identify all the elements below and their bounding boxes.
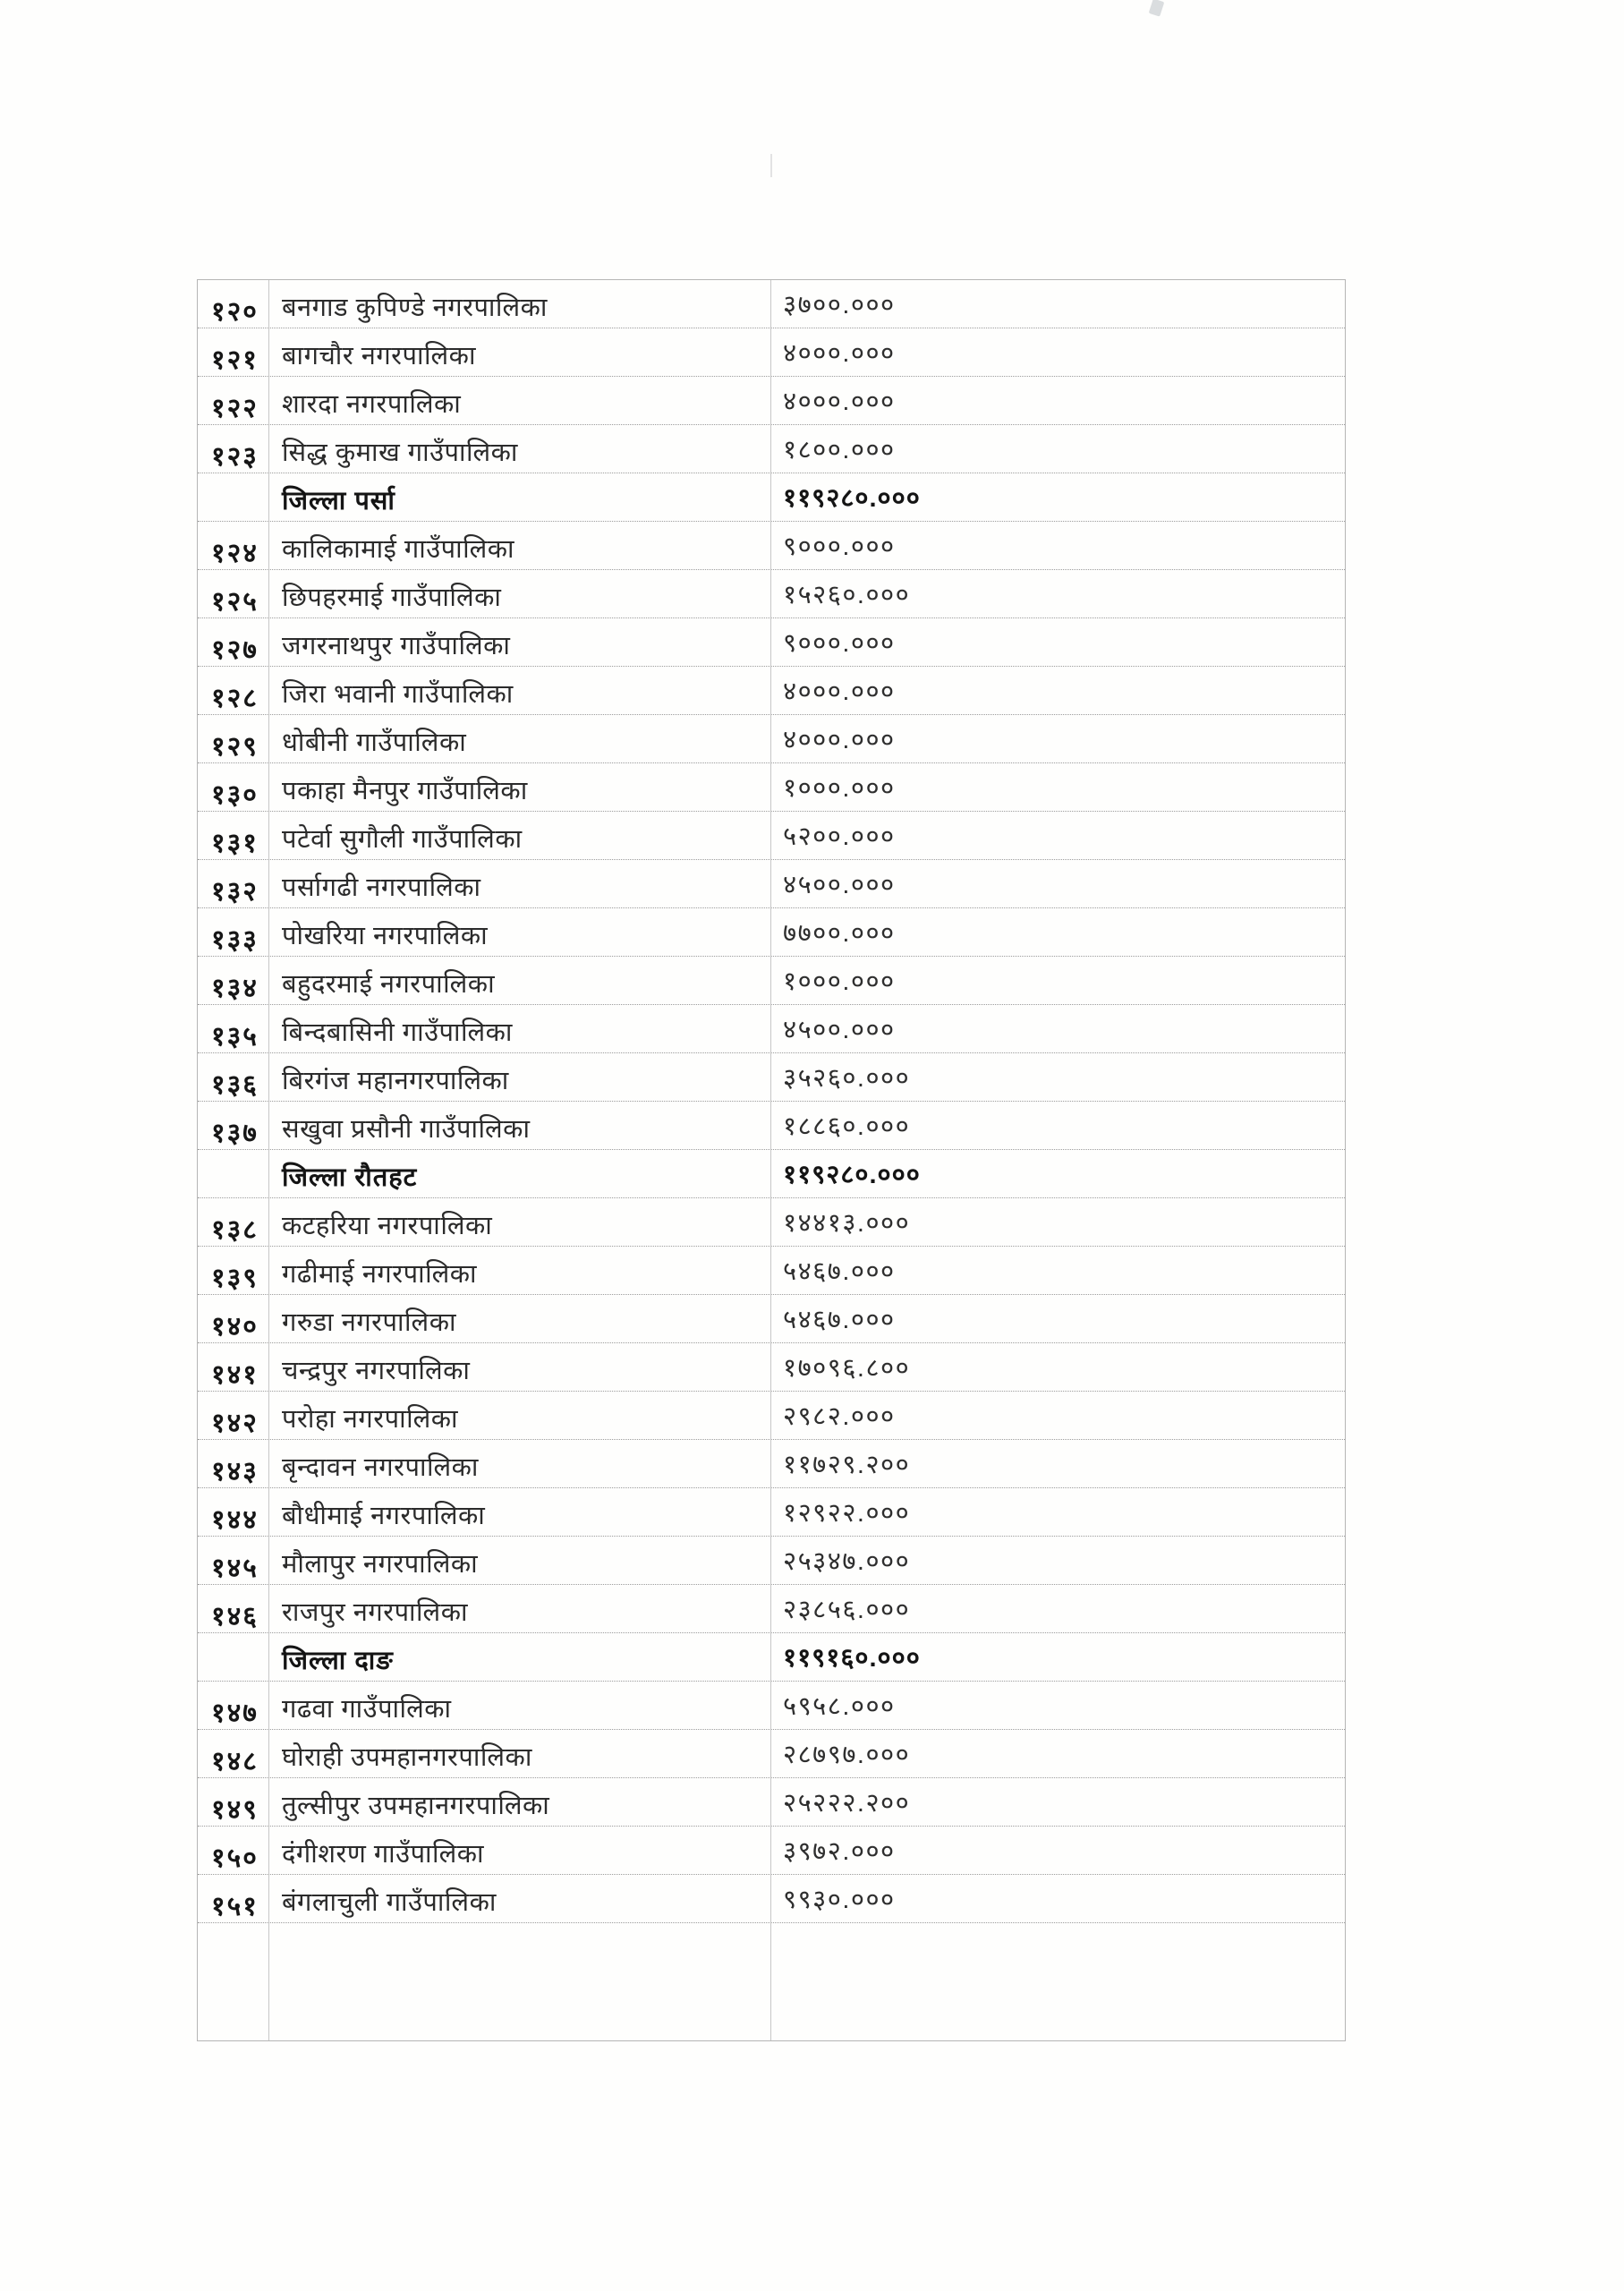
row-serial-number: १२९ [198,715,269,762]
table-row [198,1633,1345,1682]
municipality-name: गरुडा नगरपालिका [269,1295,771,1342]
table-row [198,280,1345,328]
allocation-amount: ५४६७.००० [783,1257,896,1286]
municipality-name: गढवा गाउँपालिका [269,1682,771,1729]
municipality-name: चन्द्रपुर नगरपालिका [269,1343,771,1391]
allocation-amount: २३८५६.००० [783,1596,911,1624]
municipality-name: बृन्दावन नगरपालिका [269,1440,771,1487]
allocation-amount: ३९७२.००० [783,1837,896,1866]
allocation-amount: ३७००.००० [783,291,896,319]
table-row [198,1923,1345,2040]
table-row [198,1150,1345,1198]
table-row [198,1005,1345,1053]
allocation-amount: २९८२.००० [783,1402,896,1431]
municipality-name: बनगाड कुपिण्डे नगरपालिका [269,280,771,328]
row-serial-number: १३० [198,763,269,811]
table-row [198,1295,1345,1343]
scan-artifact-line [770,154,772,177]
row-serial-number: १४८ [198,1730,269,1777]
row-serial-number: १३२ [198,860,269,907]
row-serial-number: १२१ [198,328,269,376]
table-row [198,1585,1345,1633]
row-serial-number: १४५ [198,1537,269,1584]
allocation-amount: ४०००.००० [783,677,896,706]
allocation-amount [771,1923,1345,2040]
row-serial-number: १४६ [198,1585,269,1632]
row-serial-number: १३९ [198,1247,269,1294]
allocation-amount: ९०००.००० [783,532,896,561]
municipality-name: पोखरिया नगरपालिका [269,908,771,956]
allocation-amount: २८७९७.००० [783,1741,911,1769]
allocation-amount: २५२२२.२०० [783,1789,911,1818]
municipality-name: सखुवा प्रसौनी गाउँपालिका [269,1102,771,1149]
municipality-name: बंगलाचुली गाउँपालिका [269,1875,771,1922]
municipality-name: बौधीमाई नगरपालिका [269,1488,771,1536]
table-row [198,1247,1345,1295]
row-serial-number: १२४ [198,522,269,569]
municipality-name: धोबीनी गाउँपालिका [269,715,771,762]
row-serial-number: १३५ [198,1005,269,1052]
allocation-amount: १५२६०.००० [783,581,911,609]
allocation-amount: ४५००.००० [783,871,896,899]
table-row [198,1198,1345,1247]
municipality-name: शारदा नगरपालिका [269,377,771,424]
table-row [198,763,1345,812]
row-serial-number: १४२ [198,1392,269,1439]
row-serial-number [198,1923,269,2040]
allocation-amount: ५९५८.००० [783,1692,896,1721]
row-serial-number [198,1150,269,1197]
row-serial-number: १४७ [198,1682,269,1729]
municipality-name: मौलापुर नगरपालिका [269,1537,771,1584]
allocation-amount: ५२००.००० [783,822,896,851]
municipality-name: बिन्दबासिनी गाउँपालिका [269,1005,771,1052]
municipality-name: दंगीशरण गाउँपालिका [269,1827,771,1874]
allocation-amount: १८००.००० [783,436,896,464]
row-serial-number: १३७ [198,1102,269,1149]
municipality-name: पकाहा मैनपुर गाउँपालिका [269,763,771,811]
table-row [198,908,1345,957]
table-row [198,1730,1345,1778]
row-serial-number: १२५ [198,570,269,617]
table-row [198,1343,1345,1392]
municipality-name: बहुदरमाई नगरपालिका [269,957,771,1004]
table-row [198,1827,1345,1875]
table-row [198,473,1345,522]
table-row [198,1102,1345,1150]
allocation-amount: १०००.००० [783,967,896,996]
allocation-amount: ५४६७.००० [783,1306,896,1334]
allocation-amount: ११९२८०.००० [783,1161,921,1189]
allocation-amount: ९०००.००० [783,629,896,658]
table-row [198,1053,1345,1102]
table-row [198,715,1345,763]
allocation-amount: १८८६०.००० [783,1112,911,1141]
table-row [198,860,1345,908]
row-serial-number [198,473,269,521]
allocation-amount: १०००.००० [783,774,896,803]
table-row [198,522,1345,570]
municipality-name: गढीमाई नगरपालिका [269,1247,771,1294]
row-serial-number: १४९ [198,1778,269,1826]
table-row [198,1682,1345,1730]
row-serial-number: १२८ [198,667,269,714]
allocation-amount: ४०००.००० [783,339,896,368]
municipality-name: परोहा नगरपालिका [269,1392,771,1439]
municipality-name: जगरनाथपुर गाउँपालिका [269,618,771,666]
row-serial-number: १३४ [198,957,269,1004]
district-total-label: जिल्ला दाङ [269,1633,771,1681]
row-serial-number: १४४ [198,1488,269,1536]
table-row [198,1778,1345,1827]
municipality-name: पटेर्वा सुगौली गाउँपालिका [269,812,771,859]
table-row [198,812,1345,860]
row-serial-number: १३६ [198,1053,269,1101]
row-serial-number: १५१ [198,1875,269,1922]
table-row [198,328,1345,377]
allocation-amount: ११९२८०.००० [783,484,921,513]
allocation-amount: ४०००.००० [783,726,896,754]
municipality-allocation-table [197,279,1346,2041]
table-row [198,1392,1345,1440]
row-serial-number: १३८ [198,1198,269,1246]
municipality-name: जिरा भवानी गाउँपालिका [269,667,771,714]
table-row [198,1875,1345,1923]
table-row [198,570,1345,618]
municipality-name [269,1923,771,2040]
row-serial-number: १२० [198,280,269,328]
municipality-name: बिरगंज महानगरपालिका [269,1053,771,1101]
table-row [198,377,1345,425]
table-row [198,618,1345,667]
municipality-name: बागचौर नगरपालिका [269,328,771,376]
municipality-name: घोराही उपमहानगरपालिका [269,1730,771,1777]
table-row [198,1440,1345,1488]
municipality-name: तुल्सीपुर उपमहानगरपालिका [269,1778,771,1826]
row-serial-number: १३१ [198,812,269,859]
row-serial-number: १३३ [198,908,269,956]
municipality-name: कालिकामाई गाउँपालिका [269,522,771,569]
allocation-amount: १७०९६.८०० [783,1354,911,1383]
allocation-amount: ४५००.००० [783,1016,896,1044]
row-serial-number: १२७ [198,618,269,666]
row-serial-number [198,1633,269,1681]
row-serial-number: १५० [198,1827,269,1874]
district-total-label: जिल्ला पर्सा [269,473,771,521]
allocation-amount: ७७००.००० [783,919,896,948]
row-serial-number: १२२ [198,377,269,424]
table-row [198,1488,1345,1537]
allocation-amount: २५३४७.००० [783,1547,911,1576]
allocation-amount: ४०००.००० [783,388,896,416]
municipality-name: कटहरिया नगरपालिका [269,1198,771,1246]
municipality-name: पर्सागढी नगरपालिका [269,860,771,907]
table-row [198,957,1345,1005]
allocation-amount: १२९२२.००० [783,1499,911,1528]
municipality-name: राजपुर नगरपालिका [269,1585,771,1632]
row-serial-number: १४० [198,1295,269,1342]
row-serial-number: १४१ [198,1343,269,1391]
allocation-amount: १४४१३.००० [783,1209,911,1238]
allocation-amount: ११९१६०.००० [783,1644,921,1673]
row-serial-number: १२३ [198,425,269,473]
table-row [198,1537,1345,1585]
table-row [198,425,1345,473]
allocation-amount: ३५२६०.००० [783,1064,911,1093]
district-total-label: जिल्ला रौतहट [269,1150,771,1197]
row-serial-number: १४३ [198,1440,269,1487]
allocation-amount: ९९३०.००० [783,1886,896,1914]
allocation-amount: ११७२९.२०० [783,1451,911,1479]
municipality-name: छिपहरमाई गाउँपालिका [269,570,771,617]
municipality-name: सिद्ध कुमाख गाउँपालिका [269,425,771,473]
scan-artifact-mark [1149,0,1165,17]
table-row [198,667,1345,715]
